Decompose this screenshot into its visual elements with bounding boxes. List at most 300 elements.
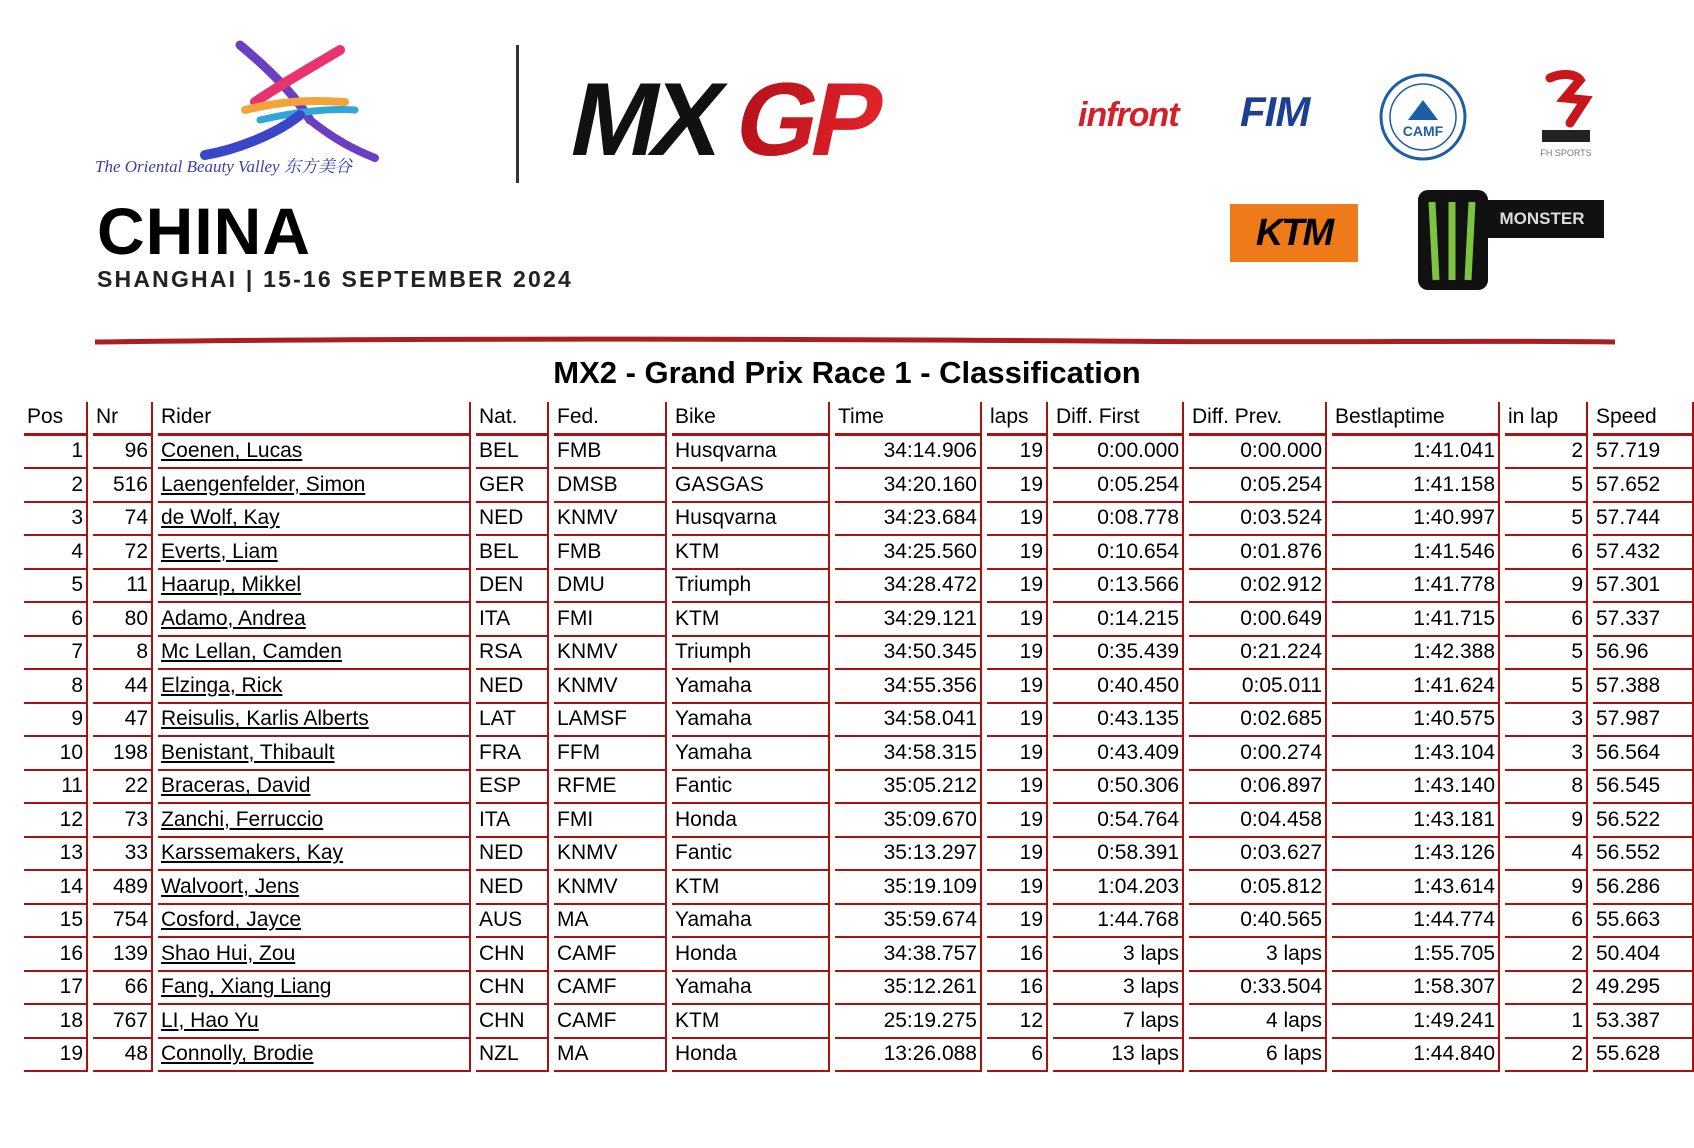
cell-diff-prev: 0:00.649	[1189, 603, 1327, 637]
cell-diff-prev: 0:04.458	[1189, 804, 1327, 838]
cell-nr: 72	[93, 536, 153, 570]
table-header-row	[24, 402, 1694, 436]
cell-speed: 57.744	[1593, 503, 1694, 537]
cell-pos: 4	[24, 536, 88, 570]
cell-rider	[158, 871, 471, 905]
cell-in-lap: 1	[1505, 1005, 1588, 1039]
rider-link[interactable]: Mc Lellan, Camden	[161, 640, 342, 664]
monster-energy-logo	[1418, 190, 1606, 290]
rider-link[interactable]: Zanchi, Ferruccio	[161, 807, 324, 831]
classification-table	[24, 402, 1694, 1072]
cell-fed: CAMF	[554, 1005, 667, 1039]
cell-nr: 198	[93, 737, 153, 771]
cell-pos: 9	[24, 704, 88, 738]
cell-pos: 6	[24, 603, 88, 637]
cell-diff-first: 0:14.215	[1053, 603, 1184, 637]
cell-nr: 767	[93, 1005, 153, 1039]
cell-nat: BEL	[476, 436, 549, 470]
svg-text:MONSTER: MONSTER	[1499, 209, 1585, 228]
cell-laps: 19	[987, 737, 1048, 771]
cell-rider	[158, 637, 471, 671]
cell-rider	[158, 838, 471, 872]
cell-time: 35:05.212	[835, 771, 982, 805]
cell-rider	[158, 1039, 471, 1073]
cell-nat: FRA	[476, 737, 549, 771]
cell-rider	[158, 670, 471, 704]
cell-diff-prev: 0:40.565	[1189, 905, 1327, 939]
cell-pos: 3	[24, 503, 88, 537]
cell-speed: 56.286	[1593, 871, 1694, 905]
cell-rider	[158, 804, 471, 838]
table-row	[24, 436, 1694, 470]
cell-bike: Husqvarna	[672, 503, 830, 537]
cell-bike: Yamaha	[672, 972, 830, 1006]
cell-laps: 19	[987, 871, 1048, 905]
table-row	[24, 570, 1694, 604]
cell-bestlaptime: 1:41.158	[1332, 469, 1500, 503]
cell-in-lap: 2	[1505, 436, 1588, 470]
cell-pos: 18	[24, 1005, 88, 1039]
cell-bestlaptime: 1:42.388	[1332, 637, 1500, 671]
cell-nat: AUS	[476, 905, 549, 939]
table-row	[24, 771, 1694, 805]
column-header-fed: Fed.	[554, 402, 667, 436]
rider-link[interactable]: LI, Hao Yu	[161, 1008, 259, 1032]
cell-diff-first: 13 laps	[1053, 1039, 1184, 1073]
table-body	[24, 436, 1694, 1073]
cell-fed: MA	[554, 1039, 667, 1073]
rider-link[interactable]: Benistant, Thibault	[161, 740, 335, 764]
cell-bestlaptime: 1:49.241	[1332, 1005, 1500, 1039]
cell-in-lap: 9	[1505, 871, 1588, 905]
table-row	[24, 704, 1694, 738]
column-header-nr: Nr	[93, 402, 153, 436]
cell-diff-first: 1:04.203	[1053, 871, 1184, 905]
cell-diff-prev: 0:02.912	[1189, 570, 1327, 604]
rider-link[interactable]: Coenen, Lucas	[161, 439, 303, 463]
cell-laps: 6	[987, 1039, 1048, 1073]
cell-time: 34:50.345	[835, 637, 982, 671]
decorative-brush-stroke	[95, 336, 1615, 348]
cell-fed: CAMF	[554, 972, 667, 1006]
cell-fed: FMI	[554, 603, 667, 637]
event-location-date: SHANGHAI | 15-16 SEPTEMBER 2024	[97, 266, 573, 292]
fim-logo: FIM	[1240, 88, 1310, 135]
cell-in-lap: 3	[1505, 704, 1588, 738]
cell-time: 35:13.297	[835, 838, 982, 872]
cell-bestlaptime: 1:55.705	[1332, 938, 1500, 972]
cell-bike: KTM	[672, 1005, 830, 1039]
cell-pos: 2	[24, 469, 88, 503]
cell-fed: FFM	[554, 737, 667, 771]
cell-nat: LAT	[476, 704, 549, 738]
rider-link[interactable]: Everts, Liam	[161, 539, 278, 563]
cell-rider	[158, 771, 471, 805]
event-country: CHINA	[97, 194, 311, 268]
cell-nr: 33	[93, 838, 153, 872]
rider-link[interactable]: Adamo, Andrea	[161, 606, 306, 630]
column-header-diff-prev: Diff. Prev.	[1189, 402, 1327, 436]
cell-speed: 56.552	[1593, 838, 1694, 872]
cell-nr: 44	[93, 670, 153, 704]
cell-time: 35:19.109	[835, 871, 982, 905]
cell-nr: 22	[93, 771, 153, 805]
cell-nat: NED	[476, 838, 549, 872]
cell-rider	[158, 737, 471, 771]
cell-time: 34:28.472	[835, 570, 982, 604]
cell-in-lap: 8	[1505, 771, 1588, 805]
cell-pos: 13	[24, 838, 88, 872]
cell-diff-prev: 0:05.812	[1189, 871, 1327, 905]
table-row	[24, 469, 1694, 503]
cell-speed: 57.719	[1593, 436, 1694, 470]
svg-text:GP: GP	[725, 62, 889, 178]
cell-pos: 15	[24, 905, 88, 939]
cell-laps: 19	[987, 469, 1048, 503]
cell-fed: LAMSF	[554, 704, 667, 738]
rider-link[interactable]: Connolly, Brodie	[161, 1042, 314, 1066]
cell-diff-first: 0:35.439	[1053, 637, 1184, 671]
cell-time: 34:14.906	[835, 436, 982, 470]
cell-laps: 19	[987, 838, 1048, 872]
cell-time: 34:25.560	[835, 536, 982, 570]
rider-link[interactable]: Shao Hui, Zou	[161, 941, 296, 965]
column-header-time: Time	[835, 402, 982, 436]
cell-diff-first: 0:43.135	[1053, 704, 1184, 738]
cell-laps: 19	[987, 804, 1048, 838]
infront-logo: infront	[1078, 96, 1179, 134]
cell-bike: Husqvarna	[672, 436, 830, 470]
table-row	[24, 637, 1694, 671]
cell-in-lap: 5	[1505, 503, 1588, 537]
cell-diff-prev: 0:02.685	[1189, 704, 1327, 738]
cell-rider	[158, 905, 471, 939]
cell-diff-prev: 6 laps	[1189, 1039, 1327, 1073]
cell-nr: 66	[93, 972, 153, 1006]
table-row	[24, 1039, 1694, 1073]
cell-time: 34:23.684	[835, 503, 982, 537]
fh-sports-logo	[1530, 68, 1602, 168]
cell-bestlaptime: 1:43.614	[1332, 871, 1500, 905]
cell-pos: 14	[24, 871, 88, 905]
table-row	[24, 536, 1694, 570]
rider-link[interactable]: Elzinga, Rick	[161, 673, 283, 697]
cell-diff-first: 0:05.254	[1053, 469, 1184, 503]
cell-diff-prev: 0:06.897	[1189, 771, 1327, 805]
table-row	[24, 503, 1694, 537]
table-row	[24, 938, 1694, 972]
cell-diff-first: 0:58.391	[1053, 838, 1184, 872]
cell-rider	[158, 436, 471, 470]
oriental-beauty-valley-logo	[95, 40, 495, 190]
ktm-logo: KTM	[1230, 204, 1358, 262]
cell-pos: 8	[24, 670, 88, 704]
cell-nat: CHN	[476, 1005, 549, 1039]
cell-rider	[158, 704, 471, 738]
cell-bestlaptime: 1:41.041	[1332, 436, 1500, 470]
cell-speed: 56.545	[1593, 771, 1694, 805]
cell-speed: 50.404	[1593, 938, 1694, 972]
cell-diff-prev: 0:00.000	[1189, 436, 1327, 470]
cell-rider	[158, 1005, 471, 1039]
cell-time: 35:09.670	[835, 804, 982, 838]
cell-diff-first: 0:08.778	[1053, 503, 1184, 537]
cell-speed: 56.564	[1593, 737, 1694, 771]
table-row	[24, 838, 1694, 872]
cell-laps: 19	[987, 570, 1048, 604]
column-header-in-lap: in lap	[1505, 402, 1588, 436]
svg-text:CAMF: CAMF	[1402, 123, 1444, 139]
cell-diff-first: 0:00.000	[1053, 436, 1184, 470]
header-divider	[516, 45, 519, 183]
cell-speed: 55.663	[1593, 905, 1694, 939]
cell-bestlaptime: 1:41.778	[1332, 570, 1500, 604]
cell-nat: NED	[476, 503, 549, 537]
cell-fed: FMI	[554, 804, 667, 838]
cell-diff-prev: 0:33.504	[1189, 972, 1327, 1006]
cell-diff-first: 7 laps	[1053, 1005, 1184, 1039]
cell-fed: RFME	[554, 771, 667, 805]
rider-link[interactable]: Cosford, Jayce	[161, 908, 302, 932]
cell-nr: 47	[93, 704, 153, 738]
table-row	[24, 804, 1694, 838]
cell-fed: DMSB	[554, 469, 667, 503]
column-header-diff-first: Diff. First	[1053, 402, 1184, 436]
cell-laps: 16	[987, 938, 1048, 972]
cell-bike: KTM	[672, 603, 830, 637]
cell-nr: 8	[93, 637, 153, 671]
cell-nat: ESP	[476, 771, 549, 805]
cell-speed: 57.432	[1593, 536, 1694, 570]
cell-nat: ITA	[476, 603, 549, 637]
cell-speed: 57.652	[1593, 469, 1694, 503]
cell-bike: GASGAS	[672, 469, 830, 503]
cell-laps: 12	[987, 1005, 1048, 1039]
cell-laps: 16	[987, 972, 1048, 1006]
cell-diff-first: 0:10.654	[1053, 536, 1184, 570]
cell-fed: KNMV	[554, 670, 667, 704]
cell-speed: 57.337	[1593, 603, 1694, 637]
rider-link[interactable]: Reisulis, Karlis Alberts	[161, 707, 369, 731]
cell-in-lap: 5	[1505, 469, 1588, 503]
cell-pos: 11	[24, 771, 88, 805]
cell-diff-prev: 0:00.274	[1189, 737, 1327, 771]
cell-laps: 19	[987, 670, 1048, 704]
cell-nr: 74	[93, 503, 153, 537]
cell-speed: 57.987	[1593, 704, 1694, 738]
cell-fed: DMU	[554, 570, 667, 604]
cell-speed: 56.96	[1593, 637, 1694, 671]
column-header-pos: Pos	[24, 402, 88, 436]
cell-diff-prev: 0:03.627	[1189, 838, 1327, 872]
cell-bike: KTM	[672, 871, 830, 905]
cell-nr: 139	[93, 938, 153, 972]
cell-bike: Triumph	[672, 637, 830, 671]
cell-bike: Yamaha	[672, 737, 830, 771]
cell-nr: 754	[93, 905, 153, 939]
cell-nr: 96	[93, 436, 153, 470]
cell-time: 34:55.356	[835, 670, 982, 704]
cell-nat: CHN	[476, 938, 549, 972]
cell-bestlaptime: 1:44.840	[1332, 1039, 1500, 1073]
cell-bike: Yamaha	[672, 905, 830, 939]
cell-nat: GER	[476, 469, 549, 503]
cell-diff-first: 1:44.768	[1053, 905, 1184, 939]
cell-pos: 16	[24, 938, 88, 972]
cell-in-lap: 3	[1505, 737, 1588, 771]
cell-diff-first: 3 laps	[1053, 938, 1184, 972]
column-header-nat: Nat.	[476, 402, 549, 436]
cell-diff-prev: 0:05.011	[1189, 670, 1327, 704]
cell-nat: NED	[476, 871, 549, 905]
cell-bestlaptime: 1:43.181	[1332, 804, 1500, 838]
cell-nr: 489	[93, 871, 153, 905]
rider-link[interactable]: Haarup, Mikkel	[161, 573, 302, 597]
cell-bike: Honda	[672, 1039, 830, 1073]
cell-bike: KTM	[672, 536, 830, 570]
cell-rider	[158, 469, 471, 503]
cell-nr: 80	[93, 603, 153, 637]
column-header-laps: laps	[987, 402, 1048, 436]
cell-fed: KNMV	[554, 871, 667, 905]
cell-in-lap: 5	[1505, 670, 1588, 704]
rider-link[interactable]: Walvoort, Jens	[161, 874, 300, 898]
cell-diff-prev: 0:21.224	[1189, 637, 1327, 671]
table-row	[24, 737, 1694, 771]
rider-link[interactable]: Fang, Xiang Liang	[161, 975, 332, 999]
table-row	[24, 972, 1694, 1006]
event-header	[0, 0, 1694, 360]
table-row	[24, 670, 1694, 704]
column-header-rider: Rider	[158, 402, 471, 436]
cell-in-lap: 2	[1505, 1039, 1588, 1073]
column-header-speed: Speed	[1593, 402, 1694, 436]
cell-fed: KNMV	[554, 503, 667, 537]
cell-pos: 19	[24, 1039, 88, 1073]
cell-bestlaptime: 1:43.104	[1332, 737, 1500, 771]
cell-bestlaptime: 1:40.997	[1332, 503, 1500, 537]
cell-in-lap: 5	[1505, 637, 1588, 671]
cell-in-lap: 6	[1505, 905, 1588, 939]
cell-bike: Fantic	[672, 771, 830, 805]
cell-in-lap: 2	[1505, 938, 1588, 972]
page-title: MX2 - Grand Prix Race 1 - Classification	[553, 355, 1141, 390]
cell-laps: 19	[987, 436, 1048, 470]
rider-link[interactable]: de Wolf, Kay	[161, 506, 280, 530]
cell-laps: 19	[987, 771, 1048, 805]
rider-link[interactable]: Laengenfelder, Simon	[161, 472, 366, 496]
cell-pos: 7	[24, 637, 88, 671]
svg-text:MX: MX	[560, 62, 730, 178]
cell-bike: Triumph	[672, 570, 830, 604]
cell-bike: Honda	[672, 804, 830, 838]
cell-rider	[158, 938, 471, 972]
rider-link[interactable]: Braceras, David	[161, 774, 311, 798]
cell-rider	[158, 570, 471, 604]
cell-in-lap: 6	[1505, 536, 1588, 570]
cell-fed: CAMF	[554, 938, 667, 972]
cell-diff-first: 0:54.764	[1053, 804, 1184, 838]
cell-speed: 57.301	[1593, 570, 1694, 604]
cell-nr: 11	[93, 570, 153, 604]
cell-diff-prev: 0:05.254	[1189, 469, 1327, 503]
table-row	[24, 603, 1694, 637]
cell-pos: 12	[24, 804, 88, 838]
cell-nat: RSA	[476, 637, 549, 671]
cell-fed: KNMV	[554, 637, 667, 671]
cell-fed: FMB	[554, 436, 667, 470]
cell-fed: KNMV	[554, 838, 667, 872]
table-row	[24, 905, 1694, 939]
cell-pos: 10	[24, 737, 88, 771]
cell-bestlaptime: 1:41.715	[1332, 603, 1500, 637]
cell-time: 34:58.315	[835, 737, 982, 771]
cell-in-lap: 6	[1505, 603, 1588, 637]
cell-diff-first: 0:50.306	[1053, 771, 1184, 805]
cell-in-lap: 9	[1505, 570, 1588, 604]
mxgp-logo	[556, 60, 936, 180]
cell-in-lap: 4	[1505, 838, 1588, 872]
cell-diff-prev: 3 laps	[1189, 938, 1327, 972]
cell-time: 34:20.160	[835, 469, 982, 503]
cell-diff-prev: 0:03.524	[1189, 503, 1327, 537]
rider-link[interactable]: Karssemakers, Kay	[161, 841, 344, 865]
logo-tagline: The Oriental Beauty Valley 东方美谷	[95, 157, 352, 176]
cell-speed: 56.522	[1593, 804, 1694, 838]
cell-pos: 5	[24, 570, 88, 604]
cell-bestlaptime: 1:41.546	[1332, 536, 1500, 570]
cell-nr: 73	[93, 804, 153, 838]
cell-bike: Yamaha	[672, 704, 830, 738]
cell-rider	[158, 536, 471, 570]
column-header-bike: Bike	[672, 402, 830, 436]
cell-bestlaptime: 1:43.126	[1332, 838, 1500, 872]
cell-bestlaptime: 1:41.624	[1332, 670, 1500, 704]
cell-speed: 53.387	[1593, 1005, 1694, 1039]
cell-fed: MA	[554, 905, 667, 939]
cell-nat: ITA	[476, 804, 549, 838]
cell-nat: NED	[476, 670, 549, 704]
camf-logo	[1378, 72, 1468, 162]
cell-nr: 516	[93, 469, 153, 503]
cell-time: 34:29.121	[835, 603, 982, 637]
cell-diff-first: 3 laps	[1053, 972, 1184, 1006]
cell-bike: Honda	[672, 938, 830, 972]
cell-laps: 19	[987, 704, 1048, 738]
cell-laps: 19	[987, 905, 1048, 939]
cell-time: 35:12.261	[835, 972, 982, 1006]
cell-pos: 1	[24, 436, 88, 470]
cell-fed: FMB	[554, 536, 667, 570]
cell-bike: Yamaha	[672, 670, 830, 704]
cell-rider	[158, 603, 471, 637]
cell-time: 35:59.674	[835, 905, 982, 939]
cell-bike: Fantic	[672, 838, 830, 872]
cell-diff-prev: 0:01.876	[1189, 536, 1327, 570]
cell-nr: 48	[93, 1039, 153, 1073]
cell-laps: 19	[987, 503, 1048, 537]
cell-in-lap: 2	[1505, 972, 1588, 1006]
cell-nat: BEL	[476, 536, 549, 570]
cell-rider	[158, 503, 471, 537]
cell-time: 13:26.088	[835, 1039, 982, 1073]
cell-diff-first: 0:40.450	[1053, 670, 1184, 704]
cell-laps: 19	[987, 603, 1048, 637]
cell-speed: 55.628	[1593, 1039, 1694, 1073]
cell-bestlaptime: 1:58.307	[1332, 972, 1500, 1006]
cell-in-lap: 9	[1505, 804, 1588, 838]
cell-laps: 19	[987, 637, 1048, 671]
